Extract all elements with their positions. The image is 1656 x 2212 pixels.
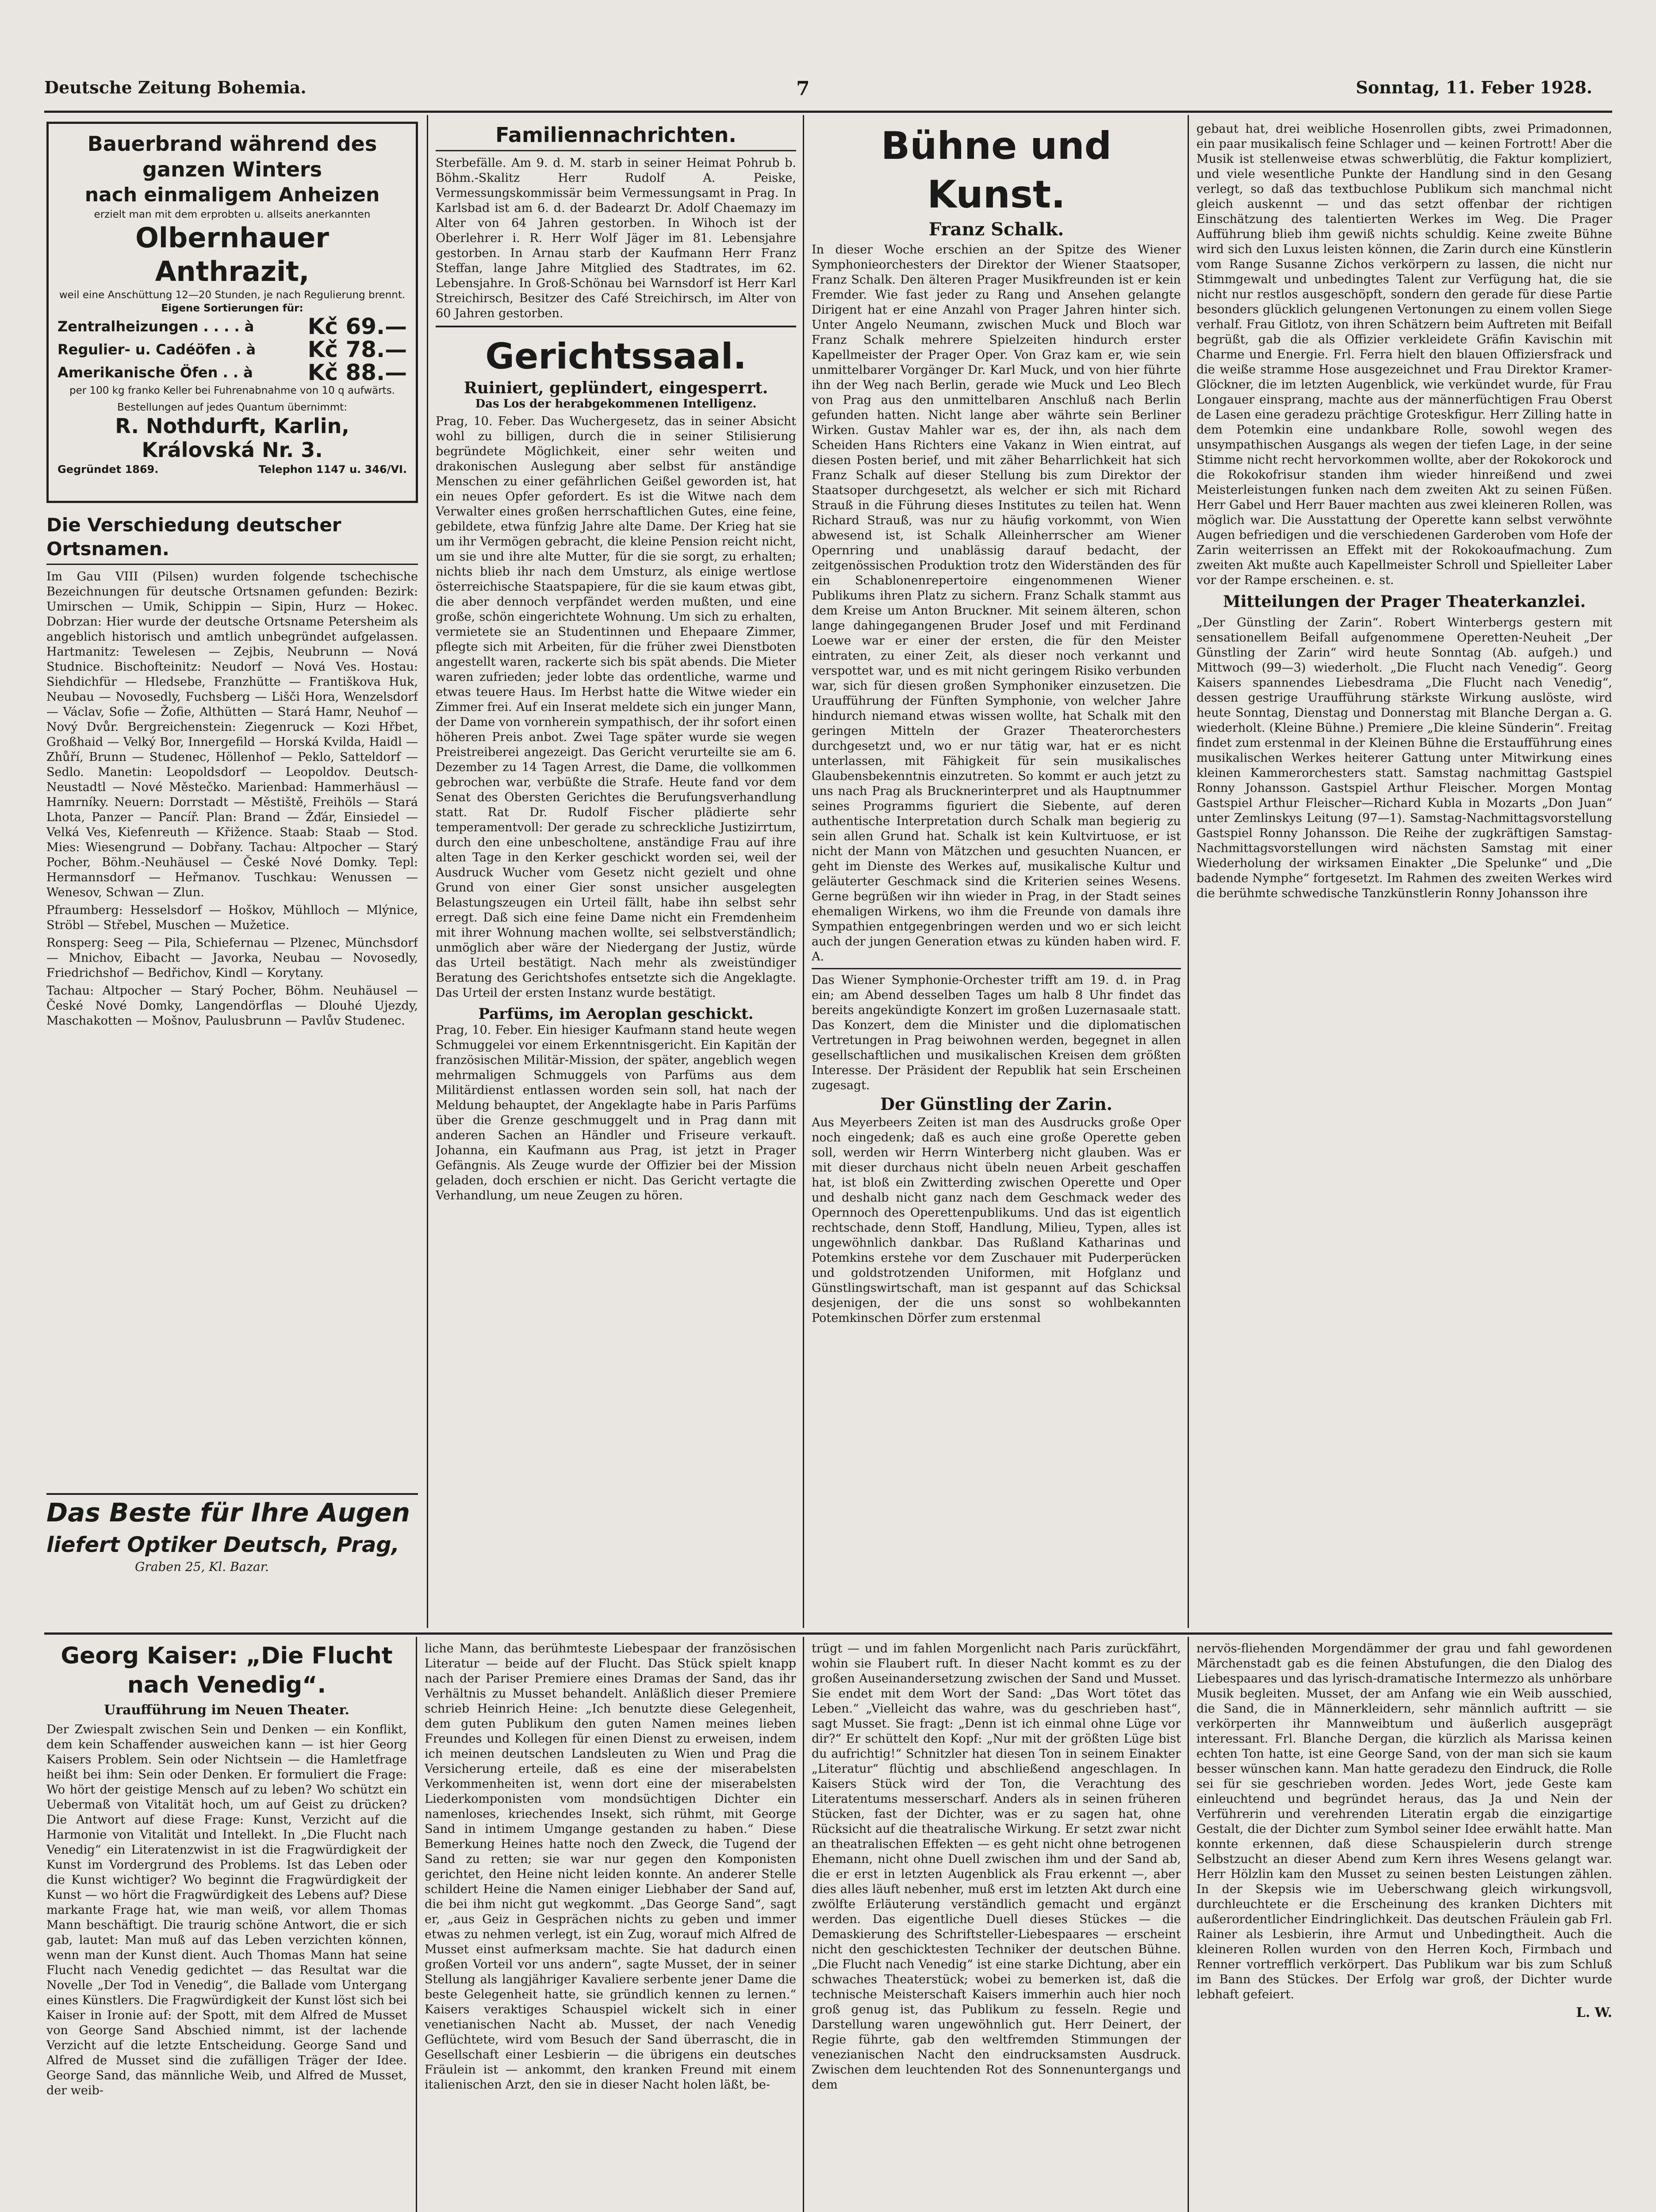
gericht-body-2 — [436, 1023, 796, 1203]
feuilleton-column-2 — [425, 1641, 796, 2212]
paragraph: liche Mann, das berühmteste Liebespaar der französischen Literatur — beide auf der Flucht. Das Stück spielt knapp nach der Pariser Premiere eines Dramas der Sand, das ihr Verhältnis zu Musset behandelt. Anläßlich dieser Premiere schrieb Heinrich Heine: „Ich benutzte diese Gelegenheit, dem guten Publikum den guten Namen meines lieben Freundes und Kollegen für einen Dienst zu erweisen, indem ich meinen deutschen Landsleuten zu Wien und Prag die Versicherung erteile, daß es eine der miserabelsten Verkommenheiten ist, wenn dort eine der miserabelsten Liederkomponisten vom mondsüchtigen Dichter ein namenloses, kriechendes Insekt, sich rühmt, mit George Sand in intimem Umgange gestanden zu haben.“ Diese Bemerkung Heines hatte noch den Zweck, die Tugend der Sand zu retten; sie war nur gegen den Komponisten gerichtet, den Heine nicht leiden konnte. An anderer Stelle schildert Heine die Namen einiger Liebhaber der Sand auf, die bei ihm nicht gut wegkommt. „Das George Sand“, sagt er, „aus Geiz in Gesprächen nichts zu geben und immer etwas zu nehmen verlegt, ist ein Zug, worauf mich Alfred de Musset einst aufmerksam machte. Sie hat dadurch einen großen Vorteil vor uns andern“, sagte Musset, der in seiner Stellung als langjähriger Kavaliere serbente jener Dame die beste Gelegenheit hatte, sie gründlich kennen zu lernen.“ Kaisers veraktiges Schauspiel wickelt sich in einer venetianischen Nacht ab. Musset, der nach Venedig Geflüchtete, wird vom Besuch der Sand überrascht, die in Gesellschaft einer Lesbierin — die übrigens ein deutsches Fräulein ist — ankommt, den kranken Freund mit einem italienischen Arzt, den sie in dieser Nacht holen läßt, be- — [425, 1642, 796, 2092]
price-label: Amerikanische Öfen . . à — [58, 364, 253, 381]
paragraph: Aus Meyerbeers Zeiten ist man des Ausdrucks große Oper noch eingedenk; daß es auch eine große Operette geben soll, werden wir Herrn Winterberg nicht glauben. Was er mit dieser durchaus nicht übeln neuen Arbeit geschaffen hat, ist bloß ein Zwitterding zwischen Operette und Oper und deshalb nicht ganz nach dem Geschmack weder des Opernnoch des Operettenpublikums. Und das ist eigentlich rechtschade, denn Stoff, Handlung, Milieu, Typen, alles ist ungewöhnlich dankbar. Das Rußland Katharinas und Potemkins erstehe vor dem Zuschauer mit Puderperücken und goldstrotzenden Uniformen, mit Hofglanz und Günstlingswirtschaft, man ist gespannt auf das Schicksal desjenigen, der die uns sonst so wohlbekannten Potemkinschen Dörfer zum erstenmal — [812, 1116, 1181, 1325]
feuilleton-subtitle: Uraufführung im Neuen Theater. — [104, 1702, 349, 1718]
feuilleton-body — [425, 1641, 796, 2093]
column-rule — [1188, 115, 1189, 1628]
feuilleton-rule — [44, 1632, 1612, 1635]
familien-body — [436, 156, 796, 321]
section-rule — [812, 968, 1181, 969]
paragraph: Prag, 10. Feber. Ein hiesiger Kaufmann stand heute wegen Schmuggelei vor einem Erkenntnisgericht. Ein Kapitän der französischen Militär-Mission, der später, angeblich wegen mehrmaligen Schmuggels von Parfüms aus dem Militärdienst entlassen worden sein soll, hat nach der Meldung behauptet, der Angeklagte habe in Paris Parfüms über die Grenze geschmuggelt und in Prag dann mit anderen Sachen an Händler und Friseure verkauft. Johanna, ein Kaufmann aus Prag, ist jetzt in Prager Gefängnis. Als Zeuge wurde der Offizier bei der Mission geladen, doch erschien er nicht. Das Gericht vertagte die Verhandlung, um neue Zeugen zu hören. — [436, 1023, 796, 1202]
section-title-gericht: Gerichtssaal. — [485, 336, 747, 377]
price-value: Kč 78.— — [307, 337, 407, 362]
paragraph: Tachau: Altpocher — Starý Pocher, Böhm. Neuhäusel — České Nové Domky, Langendörflas — Dlouhé Ujezdy, Maschakotten — Mošnov, Paulusbrunn — Pavlův Studenec. — [46, 984, 418, 1028]
article-subtitle: Der Günstling der Zarin. — [880, 1094, 1112, 1114]
paragraph: gebaut hat, drei weibliche Hosenrollen gibts, zwei Primadonnen, ein paar musikalisch feine Schlager und — keinen Fortrott! Aber die Musik ist stellenweise etwas schwerblütig, die Faktur kompliziert, und viele wesentliche Punkte der Handlung sind in den Gesang verlegt, so daß das textbuchlose Publikum sich manchmal nicht gleich auskennt — und das setzt offenbar der richtigen Einschätzung des talentierten Werkes im Weg. Die Prager Aufführung blieb ihm gewiß nichts schuldig. Keine zweite Bühne wird sich den Luxus leisten können, die Zarin durch eine Künstlerin vom Range Susanne Zichos verkörpern zu lassen, die nicht nur Stimmgewalt und unbedingtes Talent zur Verfügung hat, die sie nicht nur restlos ausgeschöpft, sondern den gerade für diese Partie besonders glücklich gelungenen Vertonungen zu einem vollen Siege verhalf. Frau Gitlotz, von ihren Schätzern beim Auftreten mit Beifall begrüßt, gab die als Offizier verkleidete Gräfin Kavischin mit Charme und Energie. Frl. Ferra hielt den blauen Offiziersfrack und die weiße stramme Hose ausgezeichnet und Frau Direktor Kramer-Glöckner, die im letzten Augenblick, wie verkündet wurde, für Frau Longauer einsprang, machte aus der männerfüchtigen Frau Oberst de Lasen eine geradezu prächtige Groteskfigur. Herr Zilling hatte in dem Potemkin eine undankbare Rolle, sowohl wegen des unsympathischen Ausgangs als wegen der tiefen Lage, in der seine Stimme nicht recht hervorkommen wollte, aber der Rokokorock und die Rokokofrisur standen ihm wieder hinreißend und zwei Meisterleistungen funken nach dem zweiten Akt zu seinen Füßen. Herr Gabel und Herr Bauer machten aus zwei kleineren Rollen, was möglich war. Die Ausstattung der Operette kann selbst verwöhnte Augen befriedigen und die verschiedenen Garderoben vom Hofe der Zarin weiterrissen an Effekt mit der Rokokoaufmachung. Zum zweiten Akt mußte auch Kapellmeister Schroll und Spielleiter Laber vor der Rampe erscheinen. e. st. — [1196, 122, 1612, 587]
paragraph: trügt — und im fahlen Morgenlicht nach Paris zurückfährt, wohin sie Flaubert ruft. In dieser Nacht kommt es zu der großen Auseinandersetzung zwischen der Sand und Musset. Sie endet mit dem Wort der Sand: „Das Wort tötet das Leben.“ „Vielleicht das wahre, was du geschrieben hast“, sagt Musset. Sie fragt: „Denn ist ich einmal ohne Lüge vor dir?“ Er schüttelt den Kopf: „Nur mit der größten Lüge bist du aufrichtig!“ Schnitzler hat diesen Ton in seinem Einakter „Literatur“ flüchtig und abschließend angeschlagen. In Kaisers Stück wird der Ton, die Verachtung des Literatentums messerscharf. Anders als in seinen früheren Stücken, fast der Dichter, was er zu sagen hat, ohne Rücksicht auf die theatralische Wirkung. Er setzt zwar nicht an theatralischen Effekten — es geht nicht ohne betrogenen Ehemann, nicht ohne Duell zwischen ihm und der Sand ab, die er erst in letzten Augenblick als Frau erkennt —, aber dies alles läuft nebenher, muß erst im letzten Akt durch eine zwölfte Erläuterung verständlich gemacht und ergänzt werden. Das eigentliche Duell dieses Stückes — die Demaskierung des Schriftsteller-Liebespaares — erscheint nicht den geschicktesten Techniker der deutschen Bühne. „Die Flucht nach Venedig“ ist eine starke Dichtung, aber ein schwaches Theaterstück; wobei zu bemerken ist, daß die technische Meisterschaft Kaisers immerhin auch hier noch groß genug ist, das Publikum zu fesseln. Regie und Darstellung waren ungewöhnlich gut. Herr Deinert, der Regie führte, gab den weltfremden Stimmungen der venezianischen Nacht den eindrucksamsten Ausdruck. Zwischen dem leuchtenden Rot des Sonnenuntergangs und dem — [812, 1642, 1181, 2092]
paragraph: Pfraumberg: Hesselsdorf — Hoškov, Mühlloch — Mlýnice, Ströbl — Střebel, Muschen — Mužetice. — [46, 903, 418, 932]
section-title-mitteilungen: Mitteilungen der Prager Theaterkanzlei. — [1223, 592, 1586, 611]
feuilleton-column-4 — [1196, 1641, 1612, 2212]
section-title-familien: Familiennachrichten. — [495, 123, 736, 147]
column-4 — [1196, 122, 1612, 1626]
title-rule — [46, 564, 418, 565]
feuilleton-body — [1196, 1641, 1612, 2002]
paragraph: „Der Günstling der Zarin“. Robert Winterbergs gestern mit sensationellem Beifall aufgenommene Operetten-Neuheit „Der Günstling der Zarin“ wird heute Sonntag (Ab. aufgeh.) und Mittwoch (99—3) wiederholt. „Die Flucht nach Venedig“. Georg Kaisers spannendes Liebesdrama „Die Flucht nach Venedig“, dessen gestrige Uraufführung stärkste Wirkung auslöste, wird heute Sonntag, Dienstag und Donnerstag mit Blanche Dergan a. G. wiederholt. (Kleine Bühne.) Premiere „Die kleine Sünderin“. Freitag findet zum erstenmal in der Kleinen Bühne die Erstaufführung eines musikalischen Werkes heiterer Gattung unter Mitwirkung eines kleinen Kammerorchesters statt. Samstag nachmittag Gastspiel Ronny Johansson. Gastspiel Arthur Fleischer. Morgen Montag Gastspiel Arthur Fleischer—Richard Kubla in Mozarts „Don Juan“ unter Zemlinskys Leitung (97—1). Samstag-Nachmittagsvorstellung Gastspiel Ronny Johansson. Die Reihe der zugkräftigen Samstag-Nachmittagsvorstellungen wird nächsten Samstag mit einer Wiederholung der wirksamen Einakter „Die Spelunke“ und „Die badende Nymphe“ fortgesetzt. Im Rahmen des zweiten Werkes wird die berühmte schwedische Tanzkünstlerin Ronny Johansson ihre — [1196, 616, 1612, 900]
ad-price-row — [58, 315, 407, 338]
article-body — [46, 569, 418, 1029]
ad-address: Graben 25, Kl. Bazar. — [135, 1559, 269, 1574]
feuilleton-body — [812, 1641, 1181, 2093]
column-rule — [803, 115, 804, 1628]
ad-text: weil eine Anschüttung 12—20 Stunden, je nach Regulierung brennt. — [59, 289, 406, 301]
column-rule — [416, 1637, 417, 2212]
article-title: Die Verschiedung deutscher Ortsnamen. — [46, 514, 341, 560]
paragraph: Sterbefälle. Am 9. d. M. starb in seiner Heimat Pohrub b. Böhm.-Skalitz Herr Rudolf A. Peiske, Vermessungskommissär beim Vermessungsamt in Prag. In Karlsbad ist am 6. d. der Badearzt Dr. Adolf Chaemazy im Alter von 64 Jahren gestorben. In Wihoch ist der Oberlehrer i. R. Herr Wolf Jäger im 81. Lebensjahre gestorben. In Arnau starb der Kaufmann Herr Franz Steffan, lange Jahre Mitglied des Stadtrates, im 62. Lebensjahre. In Groß-Schönau bei Warnsdorf ist Herr Karl Streichirsch, Besitzer des Café Streichirsch, im Alter von 60 Jahren gestorben. — [436, 156, 796, 320]
ad-price-row — [58, 361, 407, 384]
title-rule — [436, 150, 796, 151]
paragraph: Im Gau VIII (Pilsen) wurden folgende tschechische Bezeichnungen für deutsche Ortsnamen gefunden: Bezirk: Umirschen — Umik, Schippin — Sipin, Hurz — Hokec. Dobrzan: Hier wurde der deutsche Ortsname Petersheim als angeblich historisch und amtlich unbegründet aufgelassen. Hartmanitz: Tewelesen — Zejbis, Neubrunn — Nová Studnice. Bischofteinitz: Neudorf — Nová Ves. Hostau: Siehdichfür — Hledsebe, Franzhütte — Františkova Huk, Neubau — Novosedly, Fuchsberg — Lišči Hora, Wenzelsdorf — Václav, Sofie — Žofie, Althütten — Stará Hamr, Neuhof — Nový Dvůr. Bergreichenstein: Ziegenruck — Kozi Hřbet, Großhaid — Velký Bor, Innergefild — Horská Kvilda, Haidl — Zhůří, Brunn — Studenec, Höllenhof — Peklo, Satteldorf — Sedlo. Manetin: Leopoldsdorf — Leopoldov. Deutsch-Neustadtl — Nové Městečko. Marienbad: Hammerhäusl — Hamrníky. Neuern: Dorrstadt — Městiště, Freihöls — Stará Lhota, Panzer — Pancíř. Plan: Brand — Žďár, Einsiedel — Velká Ves, Kiefenreuth — Křižence. Staab: Staab — Stod. Mies: Wiesengrund — Dobřany. Tachau: Altpocher — Starý Pocher, Böhm.-Neuhäusel — České Nové Domky. Tepl: Hermannsdorf — Heřmanov. Tuschkau: Wenussen — Wenesov, Schwan — Zlun. — [46, 570, 418, 899]
header-paper-name: Deutsche Zeitung Bohemia. — [44, 77, 307, 97]
paragraph: Das Wiener Symphonie-Orchester trifft am 19. d. in Prag ein; am Abend desselben Tages um halb 8 Uhr findet das bereits angekündigte Konzert im großen Luzernasaale statt. Das Konzert, dem die Minister und die diplomatischen Vertretungen in Prag beiwohnen werden, begegnet in allen gesellschaftlichen und musikalischen Kreisen dem größten Interesse. Der Präsident der Republik hat sein Erscheinen zugesagt. — [812, 973, 1181, 1092]
price-value: Kč 88.— — [307, 360, 407, 385]
ad-headline: Das Beste für Ihre Augen — [46, 1498, 410, 1528]
paragraph: nervös-fliehenden Morgendämmer der grau und fahl gewordenen Märchenstadt gab es die feinen Abstufungen, die den Dialog des Liebespaares und das lyrisch-dramatische Intermezzo als unhörbare Musik begleiten. Musset, der am Anfang wie ein Weib ausschied, die Sand, die in Männerkleidern, sehr männlich auftritt — sie verkörperten ihr Mannweibtum und äußerlich ausgeprägt interessant. Frl. Blanche Dergan, die kürzlich als Marissa keinen echten Ton hatte, ist eine George Sand, von der man sich sie kaum besser wünschen kann. Man hatte geradezu den Eindruck, die Rolle sei für sie geschrieben worden. Jedes Wort, jede Geste kam einleuchtend und begründet heraus, das Ja und Nein der Verführerin und verehrenden Literatin ergab die einzigartige Gestalt, die der Dichter zum Symbol seiner Idee erwählt hatte. Man konnte erkennen, daß diese Schauspielerin durch strenge Selbstzucht an dieser Abend zum Kern ihres Wesens gelangt war. Herr Hölzlin kam den Musset zu seinen besten Leistungen zählen. In der Skepsis wie im Ueberschwang gleich wirkungsvoll, durchleuchtete er die Erscheinung des kranken Dichters mit außerordentlicher Eindringlichkeit. Das deutschen Fräulein gab Frl. Rainer als Lesbierin, ihre Armut und Unbedingtheit. Auch die kleineren Rollen wurden von den Herren Koch, Firmbach und Renner vortrefflich verkörpert. Das Publikum war bis zum Schluß im Bann des Stückes. Der Erfolg war groß, der Dichter wurde lebhaft gefeiert. — [1196, 1642, 1612, 2001]
buehne-continuation — [1196, 122, 1612, 588]
ad-footer — [58, 462, 407, 477]
article-ortsnamen — [46, 513, 418, 1469]
feuilleton-body — [46, 1722, 407, 2098]
author-signature: L. W. — [1576, 2005, 1612, 2020]
ad-brand: Olbernhauer Anthrazit, — [135, 222, 329, 288]
ad-text: Eigene Sortierungen für: — [161, 303, 303, 314]
column-rule — [803, 1637, 804, 2212]
optiker-advertisement — [46, 1493, 418, 1623]
article-subtitle: Ruiniert, geplündert, eingesperrt. — [464, 379, 768, 397]
paragraph: In dieser Woche erschien an der Spitze des Wiener Symphonieorchesters der Direktor der Wiener Staatsoper, Franz Schalk. Den älteren Prager Musikfreunden ist er kein Fremder. Wie fast jeder zu Rang und Ansehen gelangte Dirigent hat er eine Anzahl von Prager Jahren hinter sich. Unter Angelo Neumann, zwischen Muck und Bloch war Franz Schalk mehrere Spielzeiten hindurch erster Kapellmeister der Prager Oper. Von Graz kam er, wie sein unmittelbarer Vorgänger Dr. Karl Muck, und von hier führte ihn der Weg nach Berlin, gerade wie Muck und Leo Blech von Prag aus den unmittelbaren Anschluß nach Berlin gefunden hatten. Nicht lange aber währte sein Berliner Wirken. Gustav Mahler war es, der ihn, als nach dem Scheiden Hans Richters eine Vakanz in Wien eintrat, auf diesen Posten berief, und mit zäher Beharrlichkeit hat sich Franz Schalk auf dieser Stellung bis zum Direktor der Staatsoper durchgesetzt, als welcher er sich mit Richard Strauß in die Führung dieses Institutes zu teilen hat. Wenn Richard Strauß, was nur zu häufig vorkommt, von Wien abwesend ist, ist Schalk Alleinherrscher am Wiener Opernring und unablässig darauf bedacht, der zeitgenössischen Produktion trotz den Widerständen des für ein Schablonenrepertoire eingenommenen Wiener Publikums ihren Platz zu sichern. Franz Schalk stammt aus dem Kreise um Anton Bruckner. Mit seinem älteren, schon lange dahingegangenen Bruder Josef und mit Ferdinand Loewe war er einer der ersten, die für den Meister eintraten, zu einer Zeit, als dieser noch verkannt und verspottet war, und es mit nicht geringem Risiko verbunden war, sich für diesen großen Symphoniker einzusetzen. Die Uraufführung der Fünften Symphonie, von welcher Jahre hindurch niemand etwas wissen wollte, hat Schalk mit den geringen Mitteln der Grazer Theaterorchesters durchgesetzt und, wo er nur tätig war, hat er es nicht unterlassen, mit Fähigkeit für sein musikalisches Glaubensbekenntnis einzutreten. So kommt er auch jetzt zu uns nach Prag als Brucknerinterpret und als Hauptnummer seines Programms figuriert die Siebente, auf deren authentische Interpretation durch Schalk man begierig zu sein allen Grund hat. Schalk ist kein Kultvirtuose, er ist nicht der Mann von Mätzchen und gesuchten Nuancen, er geht im Dienste des Werkes auf, musikalische Kultur und geläuterter Geschmack sind die Kriterien seines Wesens. Gerne begrüßen wir ihn wieder in Prag, in der Stadt seines ehemaligen Wirkens, wo ihm die Freunde von damals ihre Sympathien entgegenbringen werden und wo er sich leicht auch der jungen Generation etwas zu künden haben wird. F. A. — [812, 243, 1181, 964]
mitteilungen-body — [1196, 615, 1612, 901]
ad-firm: R. Nothdurft, Karlin, Královská Nr. 3. — [115, 414, 349, 462]
paragraph: Der Zwiespalt zwischen Sein und Denken — ein Konflikt, dem kein Schaffender ausweichen kann — ist hier Georg Kaisers Problem. Sein oder Nichtsein — die Hamletfrage heißt bei ihm: Sein oder Denken. Er formuliert die Frage: Wo hört der geistige Mensch auf zu leben? Wo schützt ein Uebermaß von Vitalität hoch, um auf Geist zu drücken? Die Antwort auf diese Frage: Kunst, Verzicht auf die Harmonie von Vitalität und Intellekt. In „Die Flucht nach Venedig“ ein Literatenzwist in ist die Fragwürdigkeit der Kunst im Vordergrund des Problems. Ist das Leben oder die Kunst wichtiger? Wo beginnt die Fragwürdigkeit der Kunst — wo hört die Fragwürdigkeit des Lebens auf? Diese markante Frage hat, wie man weiß, vor allem Thomas Mann beschäftigt. Die traurig schöne Antwort, die er sich gab, lautet: Man muß auf das Leben verzichten können, wenn man der Kunst dient. Auch Thomas Mann hat seine Flucht nach Venedig gedichtet — das Resultat war die Novelle „Der Tod in Venedig“, die Ballade vom Untergang eines Künstlers. Die Fragwürdigkeit der Kunst löst sich bei Kaiser in Ironie auf: der Spott, mit dem Alfred de Musset von George Sand Abschied nimmt, ist der lachende Verzicht auf die letzte Entscheidung. George Sand und Alfred de Musset sind die zufälligen Träger der Idee. George Sand, das männliche Weib, und Alfred de Musset, der weib- — [46, 1723, 407, 2097]
feuilleton-column-3 — [812, 1641, 1181, 2212]
ad-text: Bestellungen auf jedes Quantum übernimmt: — [117, 402, 347, 413]
ad-text: erzielt man mit dem erprobten u. allseits anerkannten — [94, 209, 371, 220]
gericht-body — [436, 414, 796, 1001]
coal-advertisement — [46, 122, 418, 507]
ad-subheadline: nach einmaligem Anheizen — [84, 184, 380, 206]
ad-text: per 100 kg franko Keller bei Fuhrenabnahme von 10 q aufwärts. — [69, 385, 395, 396]
article-subtitle: Parfüms, im Aeroplan geschickt. — [478, 1005, 754, 1023]
column-rule — [427, 115, 428, 1628]
price-label: Zentralheizungen . . . . à — [58, 318, 254, 335]
ad-phone: Telephon 1147 u. 346/VI. — [258, 463, 407, 476]
article-kicker: Das Los der herabgekommenen Intelligenz. — [475, 397, 757, 411]
section-title-buehne: Bühne und Kunst. — [881, 124, 1112, 217]
column-3 — [812, 122, 1181, 1626]
header-rule — [44, 111, 1612, 113]
feuilleton-title: Georg Kaiser: „Die Flucht nach Venedig“. — [61, 1643, 393, 1698]
page-header — [44, 77, 1592, 108]
article-subtitle: Franz Schalk. — [928, 219, 1064, 240]
ad-firm: liefert Optiker Deutsch, Prag, — [46, 1532, 399, 1557]
paragraph: Prag, 10. Feber. Das Wuchergesetz, das in seiner Absicht wohl zu billigen, durch die in seiner Stilisierung begründete Möglichkeit, einer sehr weiten und drakonischen Auslegung aber selbst für anständige Menschen zu einer gefährlichen Geißel geworden ist, hat ein neues Opfer gefordert. Es ist die Witwe nach dem Verwalter eines großen herrschaftlichen Gutes, eine feine, gebildete, etwa fünfzig Jahre alte Dame. Der Krieg hat sie um ihr Vermögen gebracht, die kleine Pension reicht nicht, um sie und ihre alte Mutter, für die sie sorgt, zu erhalten; nichts blieb ihr nach dem Umsturz, als einige wertlose österreichische Staatspapiere, für die sie kaum etwas gibt, die aber dennoch verpfändet werden mußten, und eine große, schön eingerichtete Wohnung. Um sich zu erhalten, vermietete sie an Studentinnen und Ehepaare Zimmer, pflegte sich mit Arbeiten, für die früher zwei Dienstboten angestellt waren, rackerte sich bis spät abends. Die Mieter waren zufrieden; jeder lobte das ordentliche, warme und etwas teuere Haus. Im Herbst hatte die Witwe wieder ein Zimmer frei. Auf ein Inserat meldete sich ein junger Mann, der Dame von vornherein sympathisch, der ihr sofort einen höheren Preis anbot. Zwei Tage später wurde sie wegen Preistreiberei angezeigt. Das Gericht verurteilte sie am 6. Dezember zu 14 Tagen Arrest, die Dame, die vollkommen gebrochen war, verbüßte die Strafe. Heute fand vor dem Senat des Obersten Gerichtes die Berufungsverhandlung statt. Rat Dr. Rudolf Fischer plädierte sehr temperamentvoll: Der gerade zu schreckliche Justizirrtum, durch den eine unbescholtene, anständige Frau auf ihre alten Tage in den Kerker geschickt worden sei, weil der Ausdruck Wucher vom Gesetz nicht gezielt und ohne Grund von einer Gier sonst unsicher ausgelegten Belastungszeugen ein Urteil fällt, habe ihn selbst sehr erregt. Daß sich eine feine Dame nicht ein Fremdenheim mit ihrer Wohnung machen wollte, sei selbstverständlich; unmöglich aber wäre der Niedergang der Justiz, würde das Urteil bestätigt. Nach mehr als zweistündiger Beratung des Gerichtshofes entsetzte sich die Angeklagte. Das Urteil der ersten Instanz wurde bestätigt. — [436, 415, 796, 1000]
feuilleton-column-1 — [46, 1641, 407, 2212]
section-rule — [436, 326, 796, 327]
ad-founded: Gegründet 1869. — [58, 463, 159, 476]
price-value: Kč 69.— — [307, 314, 407, 339]
column-rule — [1188, 1637, 1189, 2212]
header-page-number: 7 — [796, 77, 810, 100]
column-2 — [436, 122, 796, 1626]
price-label: Regulier- u. Cadéöfen . à — [58, 341, 256, 358]
header-date: Sonntag, 11. Feber 1928. — [1356, 77, 1592, 97]
ad-headline: Bauerbrand während des ganzen Winters — [87, 132, 377, 181]
ad-price-row — [58, 338, 407, 361]
buehne-body — [812, 242, 1181, 1326]
paragraph: Ronsperg: Seeg — Pila, Schiefernau — Plzenec, Münchsdorf — Mnichov, Eibacht — Javorka, Neubau — Novosedly, Friedrichshof — Bedřichov, Kindl — Korytany. — [46, 936, 418, 980]
